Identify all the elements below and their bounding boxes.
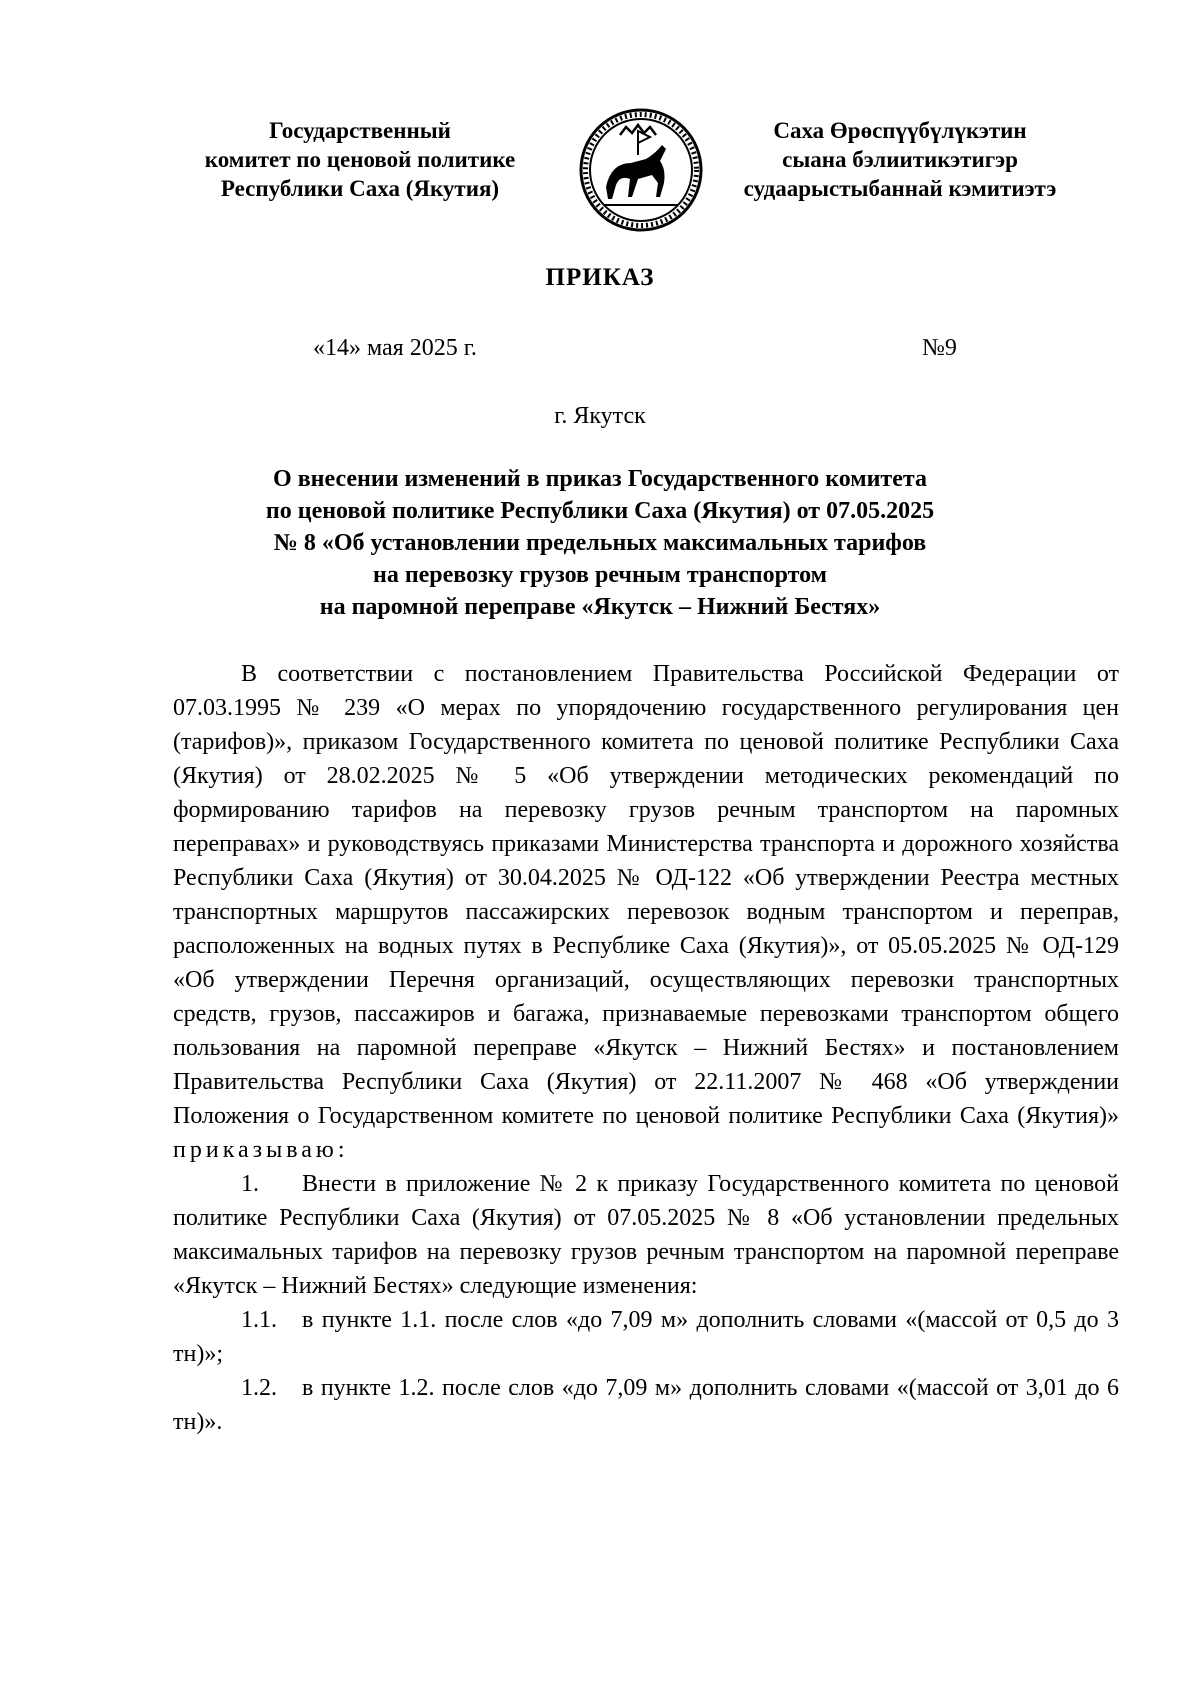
subject-line: на перевозку грузов речным транспортом: [372, 562, 828, 588]
header-right-line: судаарыстыбаннай кэмитиэтэ: [743, 176, 1057, 201]
preamble-text: В соответствии с постановлением Правительства Российской Федерации от 07.03.1995 № 239 «О мерах по упорядочению государственного регулирования цен (тарифов)», приказом Государственного комитета по ценовой политике Республики Саха (Якутия) от 28.02.2025 № 5 «Об утверждении методических рекомендаций по формированию тарифов на перевозку грузов речным транспортом на паромных переправах» и руководствуясь приказами Министерства транспорта и дорожного хозяйства Республики Саха (Якутия) от 30.04.2025 № ОД-122 «Об утверждении Реестра местных транспортных маршрутов пассажирских перевозок водным транспортом и переправ, расположенных на водных путях в Республике Саха (Якутия)», от 05.05.2025 № ОД-129 «Об утверждении Перечня организаций, осуществляющих перевозки транспортных средств, грузов, пассажиров и багажа, признаваемые перевозками транспортом общего пользования на паромной переправе «Якутск – Нижний Бестях» и постановлением Правительства Республики Саха (Якутия) от 22.11.2007 № 468 «Об утверждении Положения о Государственном комитете по ценовой политике Республики Саха (Якутия)»: [173, 661, 1119, 1129]
item-number: 1.1.: [241, 1307, 277, 1333]
document-number: №9: [922, 335, 957, 361]
header-left-line: Республики Саха (Якутия): [220, 176, 500, 201]
header-left-line: комитет по ценовой политике: [204, 147, 516, 172]
coat-of-arms-emblem-icon: [576, 105, 706, 235]
preamble-paragraph: [173, 657, 1119, 1167]
subject-line: по ценовой политике Республики Саха (Якутия) от 07.05.2025: [265, 498, 935, 524]
item-text: в пункте 1.2. после слов «до 7,09 м» дополнить словами «(массой от 3,01 до 6 тн)».: [173, 1375, 1119, 1435]
list-item: [173, 1303, 1119, 1371]
document-city: г. Якутск: [554, 403, 646, 429]
subject-line: № 8 «Об установлении предельных максимальных тарифов: [273, 530, 927, 556]
document-title: ПРИКАЗ: [545, 264, 655, 291]
item-text: Внести в приложение № 2 к приказу Государственного комитета по ценовой политике Республики Саха (Якутия) от 07.05.2025 № 8 «Об установлении предельных максимальных тарифов на перевозку грузов речным транспортом на паромной переправе «Якутск – Нижний Бестях» следующие изменения:: [173, 1171, 1119, 1299]
item-number: 1.: [241, 1171, 259, 1197]
list-item: [173, 1167, 1119, 1303]
header-right-line: сыана бэлиитикэтигэр: [782, 147, 1018, 172]
header-right-block: [700, 116, 1100, 203]
header-right-line: Саха Өрөспүүбүлүкэтин: [773, 118, 1027, 143]
document-body: [173, 657, 1119, 1439]
order-word: приказываю:: [173, 1137, 349, 1163]
list-item: [173, 1371, 1119, 1439]
header-left-block: [170, 116, 550, 203]
subject-line: О внесении изменений в приказ Государственного комитета: [273, 466, 927, 492]
header-left-line: Государственный: [269, 118, 451, 143]
subject-line: на паромной переправе «Якутск – Нижний Бестях»: [319, 594, 881, 620]
document-date: «14» мая 2025 г.: [313, 335, 477, 361]
item-number: 1.2.: [241, 1375, 277, 1401]
document-subject: [160, 463, 1040, 623]
item-text: в пункте 1.1. после слов «до 7,09 м» дополнить словами «(массой от 0,5 до 3 тн)»;: [173, 1307, 1119, 1367]
